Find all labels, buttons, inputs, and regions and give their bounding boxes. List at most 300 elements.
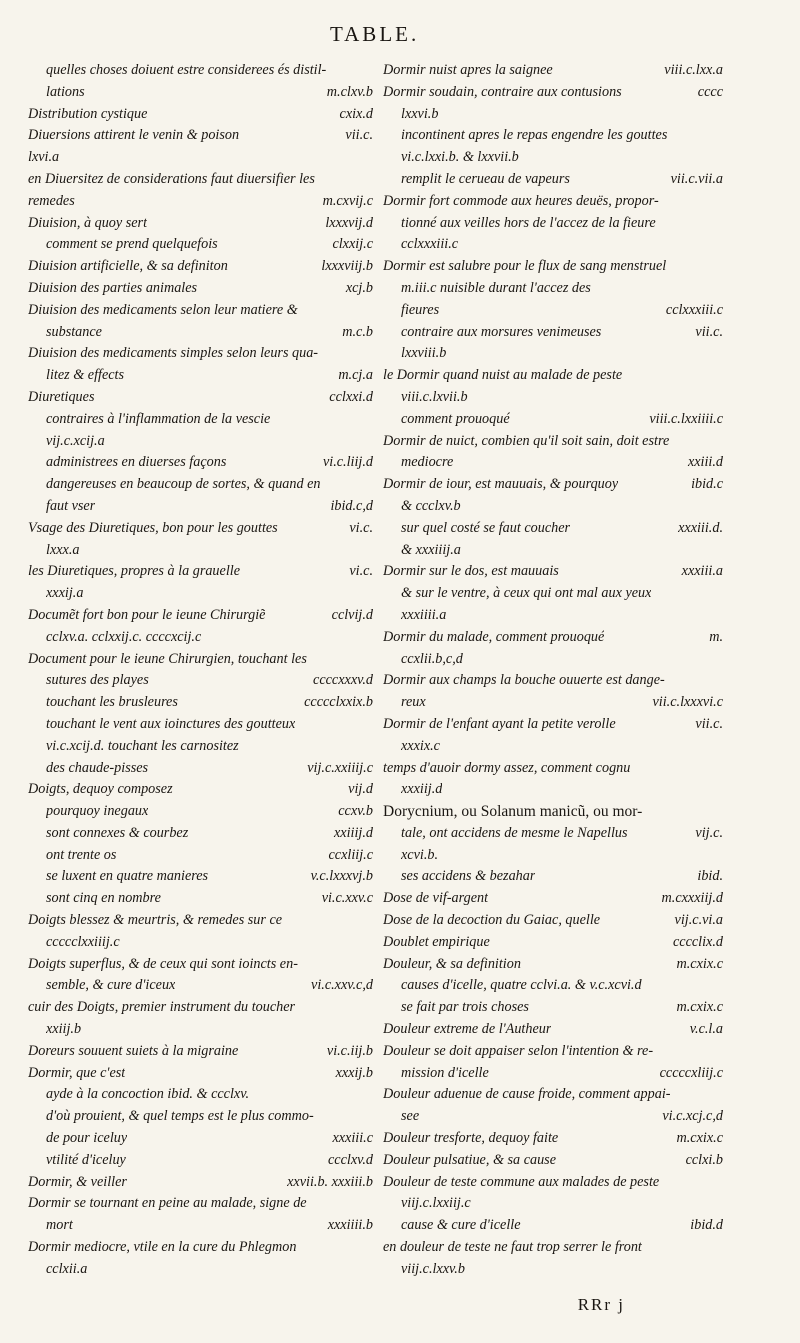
- entry-reference: cclxxi.d: [329, 388, 373, 405]
- entry-reference: [365, 169, 373, 191]
- entry-text: Doublet empirique: [383, 933, 490, 950]
- entry-text: en douleur de teste ne faut trop serrer le front: [383, 1239, 642, 1256]
- index-entry-line: [28, 169, 373, 191]
- entry-text: vi.c.xcij.d. touchant les carnositez: [46, 737, 239, 754]
- index-entry-line: [28, 910, 373, 932]
- entry-reference: [715, 1237, 723, 1259]
- index-entry-line: [383, 278, 723, 300]
- index-entry-line: [383, 518, 723, 540]
- index-entry-line: [383, 910, 723, 932]
- entry-reference: cclvij.d: [331, 606, 373, 623]
- entry-reference: [365, 343, 373, 365]
- entry-text: Dormir soudain, contraire aux contusions: [383, 83, 622, 100]
- index-entry-line: [28, 322, 373, 344]
- index-entry-line: [28, 801, 373, 823]
- index-entry-line: [28, 627, 373, 649]
- entry-text: Dormir du malade, comment prouoqué: [383, 628, 605, 645]
- entry-text: comment se prend quelquefois: [46, 236, 218, 253]
- index-entry-line: [383, 496, 723, 518]
- entry-text: mission d'icelle: [401, 1064, 489, 1081]
- index-entry-line: [28, 409, 373, 431]
- entry-text: Dose de vif-argent: [383, 890, 489, 907]
- index-entry-line: [383, 1259, 723, 1281]
- entry-reference: [365, 147, 373, 169]
- entry-text: Dormir fort commode aux heures deuës, propor-: [383, 192, 659, 209]
- index-entry-line: [28, 1150, 373, 1172]
- entry-text: Dormir aux champs la bouche ouuerte est dange-: [383, 672, 665, 689]
- index-entry-line: [383, 954, 723, 976]
- index-entry-line: [383, 561, 723, 583]
- entry-text: quelles choses doiuent estre considerees és distil-: [46, 62, 327, 78]
- entry-text: Doigts blessez & meurtris, & remedes sur ce: [28, 912, 283, 929]
- entry-reference: [365, 583, 373, 605]
- entry-reference: [715, 431, 723, 453]
- entry-text: Dormir, & veiller: [28, 1173, 127, 1190]
- index-entry-line: [383, 845, 723, 867]
- entry-text: sont cinq en nombre: [46, 890, 161, 907]
- signature-mark: RRr j: [577, 1295, 625, 1314]
- index-entry-line: [383, 932, 723, 954]
- index-entry-line: [28, 823, 373, 845]
- entry-text: Diuersions attirent le venin & poison: [28, 127, 240, 144]
- index-entry-line: [383, 125, 723, 147]
- entry-text: Diuision des medicaments selon leur matiere &: [28, 301, 298, 318]
- entry-reference: m.cxix.c: [676, 1130, 723, 1147]
- entry-reference: [365, 300, 373, 322]
- entry-reference: vii.c.vii.a: [670, 170, 723, 187]
- index-entry-line: [28, 1172, 373, 1194]
- entry-text: ccccclxxiiij.c: [46, 933, 120, 950]
- entry-reference: [365, 409, 373, 431]
- entry-text: & xxxiiij.a: [401, 541, 461, 558]
- entry-reference: ccxliij.c: [328, 846, 373, 863]
- index-entry-line: [28, 147, 373, 169]
- index-entry-line: [383, 670, 723, 692]
- entry-reference: m.cj.a: [338, 367, 373, 384]
- entry-text: Douleur se doit appaiser selon l'intention & re-: [383, 1042, 654, 1059]
- entry-text: fieures: [401, 301, 440, 318]
- entry-text: litez & effects: [46, 367, 125, 384]
- entry-text: lxxviii.b: [401, 345, 447, 362]
- entry-reference: [365, 932, 373, 954]
- index-entry-line: [28, 954, 373, 976]
- entry-text: Dorycnium, ou Solanum manicũ, ou mor-: [383, 803, 643, 821]
- entry-text: Douleur extreme de l'Autheur: [383, 1021, 552, 1038]
- index-entry-line: [28, 1019, 373, 1041]
- index-entry-line: [383, 649, 723, 671]
- index-entry-line: [383, 823, 723, 845]
- entry-reference: viii.c.lxxiiii.c: [649, 410, 723, 427]
- entry-text: Document pour le ieune Chirurgien, touchant les: [28, 650, 307, 667]
- index-entry-line: [28, 1259, 373, 1281]
- index-entry-line: [383, 82, 723, 104]
- index-entry-line: [28, 692, 373, 714]
- entry-reference: [715, 801, 723, 823]
- entry-reference: vii.c.: [695, 715, 723, 732]
- index-entry-line: [383, 1128, 723, 1150]
- index-entry-line: [28, 104, 373, 126]
- entry-reference: [715, 147, 723, 169]
- entry-reference: [715, 387, 723, 409]
- index-entry-line: [28, 605, 373, 627]
- entry-reference: [715, 1259, 723, 1281]
- entry-reference: m.cxxxiij.d: [661, 890, 723, 907]
- entry-text: cclxxxiii.c: [401, 236, 459, 253]
- entry-text: Dormir, que c'est: [28, 1064, 126, 1081]
- index-entry-line: [28, 213, 373, 235]
- entry-text: sont connexes & courbez: [46, 824, 189, 841]
- entry-reference: vi.c.xxv.c: [321, 890, 373, 907]
- entry-reference: m.c.b: [342, 323, 373, 340]
- index-entry-line: [28, 125, 373, 147]
- entry-text: se luxent en quatre manieres: [46, 868, 209, 885]
- entry-reference: [365, 997, 373, 1019]
- index-entry-line: [28, 975, 373, 997]
- entry-text: administrees en diuerses façons: [46, 454, 227, 471]
- right-column: [383, 60, 723, 1281]
- entry-text: en Diuersitez de considerations faut diuersifier les: [28, 170, 315, 187]
- index-entry-line: [28, 779, 373, 801]
- index-entry-line: [383, 605, 723, 627]
- entry-reference: [365, 627, 373, 649]
- entry-reference: vi.c.: [349, 563, 373, 580]
- entry-text: sutures des playes: [46, 672, 149, 689]
- index-entry-line: [28, 518, 373, 540]
- entry-text: cclxii.a: [46, 1260, 88, 1277]
- entry-reference: [715, 213, 723, 235]
- entry-reference: ibid.: [697, 868, 723, 885]
- index-entry-line: [28, 1237, 373, 1259]
- index-entry-line: [28, 234, 373, 256]
- index-entry-line: [383, 213, 723, 235]
- index-entry-line: [28, 932, 373, 954]
- entry-reference: v.c.l.a: [689, 1021, 723, 1038]
- index-entry-line: [28, 387, 373, 409]
- entry-text: de pour iceluy: [46, 1130, 128, 1147]
- entry-text: Dormir de l'enfant ayant la petite verolle: [383, 715, 616, 732]
- entry-reference: [365, 1193, 373, 1215]
- index-entry-line: [383, 1063, 723, 1085]
- entry-reference: ccccclxxix.b: [304, 694, 373, 711]
- entry-text: faut vser: [46, 497, 96, 514]
- entry-reference: xxxiii.a: [681, 563, 723, 580]
- entry-text: Dormir de iour, est mauuais, & pourquoy: [383, 476, 619, 493]
- entry-text: xxxiiii.a: [401, 606, 447, 623]
- entry-reference: vi.c.xxv.c,d: [311, 977, 373, 994]
- entry-reference: vii.c.lxxxvi.c: [652, 694, 723, 711]
- entry-reference: xxiii.d: [687, 454, 723, 471]
- index-entry-line: [383, 1172, 723, 1194]
- index-entry-line: [383, 736, 723, 758]
- entry-reference: m.cxix.c: [676, 999, 723, 1016]
- entry-reference: [715, 736, 723, 758]
- entry-text: ses accidens & bezahar: [401, 868, 536, 885]
- index-entry-line: [383, 801, 723, 823]
- index-entry-line: [383, 234, 723, 256]
- entry-text: causes d'icelle, quatre cclvi.a. & v.c.xcvi.d: [401, 977, 642, 994]
- entry-reference: [365, 60, 373, 82]
- entry-reference: clxxij.c: [332, 236, 373, 253]
- entry-text: xxxij.a: [46, 585, 84, 602]
- index-entry-line: [383, 431, 723, 453]
- entry-text: xcvi.b.: [401, 846, 439, 863]
- entry-text: Dormir sur le dos, est mauuais: [383, 563, 559, 580]
- entry-reference: [365, 1237, 373, 1259]
- entry-text: mediocre: [401, 454, 454, 471]
- entry-text: cuir des Doigts, premier instrument du toucher: [28, 999, 296, 1016]
- index-entry-line: [28, 866, 373, 888]
- entry-reference: [715, 649, 723, 671]
- entry-reference: [365, 474, 373, 496]
- index-entry-line: [28, 649, 373, 671]
- entry-text: cclxv.a. cclxxij.c. ccccxcij.c: [46, 628, 202, 645]
- index-entry-line: [28, 1084, 373, 1106]
- entry-reference: [715, 234, 723, 256]
- entry-text: substance: [46, 323, 102, 340]
- index-entry-line: [383, 322, 723, 344]
- index-entry-line: [383, 583, 723, 605]
- index-entry-line: [383, 888, 723, 910]
- entry-reference: viii.c.lxx.a: [664, 62, 723, 78]
- index-entry-line: [383, 540, 723, 562]
- entry-text: lxvi.a: [28, 149, 60, 166]
- entry-reference: [715, 278, 723, 300]
- entry-reference: [715, 343, 723, 365]
- index-entry-line: [28, 474, 373, 496]
- entry-text: Diuision des medicaments simples selon leurs qua-: [28, 345, 319, 362]
- entry-text: Diuision, à quoy sert: [28, 214, 148, 231]
- index-entry-line: [383, 1193, 723, 1215]
- entry-text: contraire aux morsures venimeuses: [401, 323, 602, 340]
- index-entry-line: [383, 1237, 723, 1259]
- entry-text: Documẽt fort bon pour le ieune Chirurgiẽ: [28, 606, 266, 623]
- entry-reference: [365, 1106, 373, 1128]
- index-entry-line: [28, 365, 373, 387]
- index-entry-line: [383, 452, 723, 474]
- index-entry-line: [383, 1019, 723, 1041]
- entry-reference: [715, 845, 723, 867]
- entry-reference: xxiiij.d: [333, 824, 373, 841]
- entry-reference: [365, 714, 373, 736]
- entry-text: reux: [401, 694, 426, 711]
- index-entry-line: [28, 888, 373, 910]
- index-entry-line: [28, 60, 373, 82]
- entry-text: lxxvi.b: [401, 105, 439, 122]
- left-column: [28, 60, 373, 1281]
- page-header: TABLE.: [330, 22, 420, 46]
- index-entry-line: [383, 387, 723, 409]
- entry-reference: ibid.c: [691, 476, 723, 493]
- index-entry-line: [28, 736, 373, 758]
- index-entry-line: [383, 692, 723, 714]
- index-entry-line: [28, 714, 373, 736]
- entry-reference: cxix.d: [339, 105, 373, 122]
- entry-text: Douleur tresforte, dequoy faite: [383, 1130, 559, 1147]
- index-entry-line: [28, 758, 373, 780]
- entry-text: lations: [46, 83, 85, 100]
- entry-reference: vi.c.xcj.c,d: [662, 1108, 723, 1125]
- index-entry-line: [383, 60, 723, 82]
- entry-text: contraires à l'inflammation de la vescie: [46, 410, 271, 427]
- entry-reference: [715, 1172, 723, 1194]
- entry-reference: [715, 1193, 723, 1215]
- entry-reference: [365, 736, 373, 758]
- index-entry-line: [383, 1215, 723, 1237]
- entry-reference: vii.c.: [695, 323, 723, 340]
- entry-reference: ccclxv.d: [327, 1151, 373, 1168]
- index-entry-line: [28, 278, 373, 300]
- index-entry-line: [28, 496, 373, 518]
- entry-text: viij.c.lxxv.b: [401, 1260, 465, 1277]
- entry-reference: [715, 191, 723, 213]
- index-entry-line: [383, 1106, 723, 1128]
- entry-reference: [365, 1084, 373, 1106]
- entry-reference: [715, 1041, 723, 1063]
- entry-reference: [365, 910, 373, 932]
- entry-text: viii.c.lxvii.b: [401, 388, 468, 405]
- entry-text: vtilité d'iceluy: [46, 1151, 126, 1168]
- entry-reference: m.clxv.b: [326, 83, 373, 100]
- entry-reference: [715, 104, 723, 126]
- entry-text: & sur le ventre, à ceux qui ont mal aux yeux: [401, 585, 652, 602]
- entry-reference: [365, 431, 373, 453]
- entry-reference: vi.c.liij.d: [322, 454, 373, 471]
- entry-text: Diuision des parties animales: [28, 279, 198, 296]
- entry-text: Dose de la decoction du Gaiac, quelle: [383, 912, 601, 929]
- entry-reference: [715, 496, 723, 518]
- entry-reference: [365, 954, 373, 976]
- index-entry-line: [28, 82, 373, 104]
- index-entry-line: [28, 670, 373, 692]
- entry-text: tale, ont accidens de mesme le Napellus: [401, 824, 628, 841]
- entry-text: viij.c.lxxiij.c: [401, 1195, 471, 1212]
- entry-text: incontinent apres le repas engendre les gouttes: [401, 127, 668, 144]
- entry-text: tionné aux veilles hors de l'accez de la fieure: [401, 214, 656, 231]
- entry-text: Douleur de teste commune aux malades de peste: [383, 1173, 660, 1190]
- entry-text: Doigts, dequoy composez: [28, 781, 173, 798]
- entry-text: lxxx.a: [46, 541, 80, 558]
- entry-text: ayde à la concoction ibid. & ccclxv.: [46, 1086, 250, 1103]
- entry-text: Dormir nuist apres la saignee: [383, 62, 553, 78]
- entry-reference: cclxxxiii.c: [665, 301, 723, 318]
- entry-reference: xcj.b: [345, 279, 373, 296]
- entry-text: Vsage des Diuretiques, bon pour les gouttes: [28, 519, 278, 536]
- entry-text: Doigts superflus, & de ceux qui sont ioincts en-: [28, 955, 298, 972]
- entry-reference: vij.d: [348, 781, 373, 798]
- entry-text: m.iii.c nuisible durant l'accez des: [401, 279, 591, 296]
- entry-text: Douleur pulsatiue, & sa cause: [383, 1151, 556, 1168]
- entry-text: Dormir de nuict, combien qu'il soit sain, doit estre: [383, 432, 670, 449]
- entry-text: Dormir se tournant en peine au malade, signe de: [28, 1195, 307, 1212]
- index-entry-line: [383, 343, 723, 365]
- entry-text: se fait par trois choses: [401, 999, 529, 1016]
- entry-reference: [365, 649, 373, 671]
- entry-reference: [715, 583, 723, 605]
- entry-text: remedes: [28, 192, 75, 209]
- entry-reference: [715, 365, 723, 387]
- entry-text: temps d'auoir dormy assez, comment cognu: [383, 759, 631, 776]
- index-entry-line: [28, 1106, 373, 1128]
- entry-text: Doreurs souuent suiets à la migraine: [28, 1042, 239, 1059]
- index-entry-line: [28, 1041, 373, 1063]
- entry-text: cause & cure d'icelle: [401, 1217, 521, 1234]
- entry-text: pourquoy inegaux: [46, 803, 149, 820]
- entry-text: Diuretiques: [28, 388, 95, 405]
- index-entry-line: [383, 1084, 723, 1106]
- index-entry-line: [28, 431, 373, 453]
- index-entry-line: [28, 540, 373, 562]
- index-entry-line: [383, 365, 723, 387]
- index-entry-line: [28, 343, 373, 365]
- index-entry-line: [383, 1150, 723, 1172]
- entry-reference: [715, 256, 723, 278]
- index-entry-line: [383, 300, 723, 322]
- entry-reference: ccxv.b: [338, 803, 373, 820]
- entry-reference: ibid.d: [690, 1217, 723, 1234]
- index-entry-line: [383, 409, 723, 431]
- entry-reference: [365, 1259, 373, 1281]
- entry-text: Distribution cystique: [28, 105, 148, 122]
- index-entry-line: [383, 104, 723, 126]
- entry-text: touchant les brusleures: [46, 694, 178, 711]
- entry-reference: [715, 605, 723, 627]
- entry-text: dangereuses en beaucoup de sortes, & quand en: [46, 476, 321, 493]
- entry-reference: ibid.c,d: [330, 497, 373, 514]
- entry-text: vij.c.xcij.a: [46, 432, 105, 449]
- entry-reference: cccclix.d: [672, 933, 723, 950]
- entry-reference: cccc: [697, 83, 723, 100]
- entry-text: xxxix.c: [401, 737, 440, 754]
- entry-text: xxxiij.d: [401, 781, 443, 798]
- index-entry-line: [383, 866, 723, 888]
- entry-reference: vi.c.iij.b: [326, 1042, 373, 1059]
- index-entry-line: [383, 1041, 723, 1063]
- entry-reference: vij.c.xxiiij.c: [307, 759, 373, 776]
- entry-text: Douleur, & sa definition: [383, 955, 521, 972]
- entry-reference: [715, 758, 723, 780]
- index-entry-line: [28, 1215, 373, 1237]
- entry-text: & ccclxv.b: [401, 497, 461, 514]
- entry-reference: [715, 540, 723, 562]
- entry-text: xxiij.b: [46, 1021, 82, 1038]
- entry-text: ont trente os: [46, 846, 117, 863]
- entry-text: des chaude-pisses: [46, 759, 149, 776]
- index-entry-line: [383, 997, 723, 1019]
- entry-text: semble, & cure d'iceux: [46, 977, 176, 994]
- entry-reference: vii.c.: [345, 127, 373, 144]
- index-entry-line: [383, 256, 723, 278]
- index-entry-line: [28, 256, 373, 278]
- entry-text: les Diuretiques, propres à la grauelle: [28, 563, 241, 580]
- entry-reference: [365, 1019, 373, 1041]
- entry-text: ccxlii.b,c,d: [401, 650, 463, 667]
- index-entry-line: [383, 191, 723, 213]
- entry-reference: [715, 670, 723, 692]
- entry-text: d'où prouient, & quel temps est le plus commo-: [46, 1108, 314, 1125]
- entry-reference: m.cxvij.c: [322, 192, 373, 209]
- entry-text: Douleur aduenue de cause froide, comment appai-: [383, 1086, 671, 1103]
- entry-reference: cclxi.b: [685, 1151, 723, 1168]
- entry-text: Dormir mediocre, vtile en la cure du Phlegmon: [28, 1239, 297, 1256]
- entry-reference: lxxxvij.d: [325, 214, 373, 231]
- entry-text: touchant le vent aux ioinctures des goutteux: [46, 715, 296, 732]
- entry-text: comment prouoqué: [401, 410, 510, 427]
- index-entry-line: [28, 845, 373, 867]
- entry-text: see: [401, 1108, 420, 1125]
- entry-reference: [715, 1084, 723, 1106]
- entry-reference: xxxiii.c: [332, 1130, 373, 1147]
- index-entry-line: [28, 1128, 373, 1150]
